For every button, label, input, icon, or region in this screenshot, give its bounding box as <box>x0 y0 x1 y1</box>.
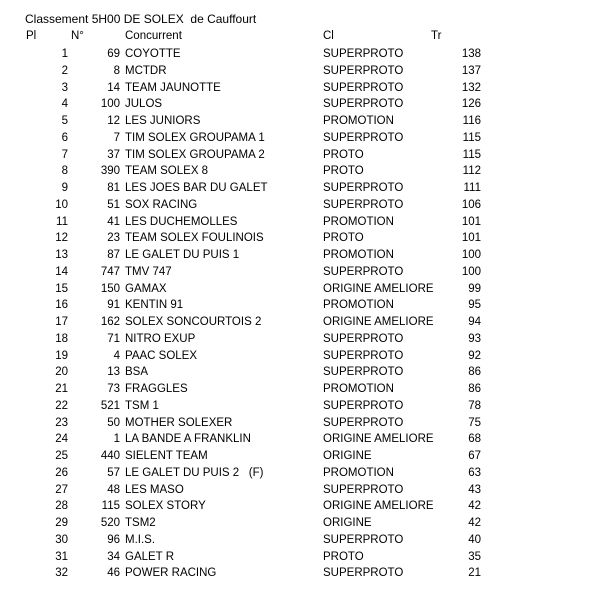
cell-position: 7 <box>61 148 68 161</box>
table-row <box>0 448 600 465</box>
cell-concurrent: MOTHER SOLEXER <box>125 416 233 429</box>
cell-number: 150 <box>100 282 120 295</box>
table-row <box>0 498 600 515</box>
cell-concurrent: PAAC SOLEX <box>125 349 198 362</box>
cell-position: 28 <box>55 500 68 513</box>
table-row <box>0 398 600 415</box>
cell-concurrent: JULOS <box>125 98 163 111</box>
table-row <box>0 515 600 532</box>
cell-class: PROMOTION <box>323 466 394 479</box>
cell-number: 48 <box>107 483 120 496</box>
table-row <box>0 264 600 281</box>
cell-position: 19 <box>55 349 68 362</box>
cell-position: 6 <box>61 131 68 144</box>
cell-class: SUPERPROTO <box>323 198 404 211</box>
cell-class: PROMOTION <box>323 115 394 127</box>
table-row <box>0 381 600 398</box>
cell-concurrent: SOX RACING <box>125 198 198 211</box>
results-table <box>0 46 600 582</box>
cell-concurrent: KENTIN 91 <box>125 299 184 312</box>
table-row <box>0 230 600 247</box>
cell-number: 12 <box>107 115 120 127</box>
cell-number: 41 <box>107 215 120 228</box>
table-row <box>0 130 600 147</box>
cell-class: SUPERPROTO <box>323 48 404 60</box>
cell-position: 25 <box>55 450 68 462</box>
cell-position: 20 <box>55 366 68 379</box>
cell-concurrent: LES MASO <box>125 483 184 496</box>
table-row <box>0 46 600 63</box>
header-class: Cl <box>323 30 334 42</box>
cell-concurrent: GAMAX <box>125 282 167 295</box>
cell-laps: 138 <box>461 48 481 60</box>
cell-concurrent: TMV 747 <box>125 265 172 278</box>
cell-laps: 92 <box>468 349 481 362</box>
cell-position: 21 <box>55 383 68 395</box>
cell-laps: 126 <box>461 98 481 111</box>
cell-laps: 93 <box>468 332 481 345</box>
cell-laps: 78 <box>468 399 481 412</box>
table-row <box>0 281 600 298</box>
cell-concurrent: TIM SOLEX GROUPAMA 1 <box>125 131 265 144</box>
cell-class: SUPERPROTO <box>323 332 404 345</box>
cell-number: 8 <box>113 64 120 77</box>
cell-laps: 86 <box>468 383 481 395</box>
cell-laps: 86 <box>468 366 481 379</box>
cell-laps: 111 <box>463 182 481 194</box>
cell-position: 29 <box>55 517 68 529</box>
cell-class: ORIGINE AMELIORE <box>323 500 434 513</box>
cell-position: 13 <box>55 249 68 261</box>
cell-class: SUPERPROTO <box>323 416 404 429</box>
cell-position: 15 <box>55 282 68 295</box>
cell-laps: 106 <box>461 198 481 211</box>
cell-laps: 100 <box>461 265 481 278</box>
cell-number: 23 <box>107 232 120 245</box>
table-row <box>0 415 600 432</box>
cell-position: 22 <box>55 399 68 412</box>
cell-position: 18 <box>55 332 68 345</box>
cell-number: 34 <box>107 550 120 563</box>
cell-concurrent: SOLEX SONCOURTOIS 2 <box>125 316 262 328</box>
cell-concurrent: LA BANDE A FRANKLIN <box>125 433 251 446</box>
cell-number: 96 <box>107 533 120 546</box>
cell-number: 162 <box>100 316 120 328</box>
cell-number: 14 <box>107 81 120 94</box>
header-pl: Pl <box>26 30 37 42</box>
table-row <box>0 549 600 566</box>
cell-position: 12 <box>55 232 68 245</box>
cell-number: 46 <box>107 567 120 580</box>
cell-class: ORIGINE AMELIORE <box>323 282 434 295</box>
table-row <box>0 532 600 549</box>
cell-position: 9 <box>61 182 68 194</box>
cell-position: 3 <box>61 81 68 94</box>
cell-position: 31 <box>55 550 68 563</box>
cell-concurrent: LES DUCHEMOLLES <box>125 215 238 228</box>
table-row <box>0 96 600 113</box>
cell-concurrent: FRAGGLES <box>125 383 188 395</box>
cell-concurrent: TEAM SOLEX FOULINOIS <box>125 232 264 245</box>
cell-concurrent: TSM2 <box>125 517 156 529</box>
cell-position: 14 <box>55 265 68 278</box>
cell-class: PROMOTION <box>323 215 394 228</box>
cell-concurrent: LE GALET DU PUIS 2 (F) <box>125 466 264 479</box>
cell-concurrent: LES JUNIORS <box>125 115 201 127</box>
cell-laps: 101 <box>461 232 481 245</box>
cell-laps: 112 <box>462 165 481 178</box>
cell-laps: 67 <box>468 450 481 462</box>
table-row <box>0 214 600 231</box>
table-row <box>0 147 600 164</box>
cell-position: 10 <box>55 198 68 211</box>
cell-number: 73 <box>107 383 120 395</box>
cell-laps: 35 <box>468 550 481 563</box>
cell-class: PROMOTION <box>323 383 394 395</box>
cell-concurrent: SIELENT TEAM <box>125 450 208 462</box>
cell-class: SUPERPROTO <box>323 131 404 144</box>
cell-number: 521 <box>100 399 120 412</box>
cell-number: 81 <box>107 182 120 194</box>
cell-concurrent: MCTDR <box>125 64 167 77</box>
cell-concurrent: SOLEX STORY <box>125 500 206 513</box>
cell-class: ORIGINE <box>323 450 372 462</box>
cell-number: 100 <box>100 98 120 111</box>
cell-laps: 94 <box>468 316 481 328</box>
header-number: N° <box>71 30 84 42</box>
cell-position: 17 <box>55 316 68 328</box>
cell-number: 1 <box>113 433 120 446</box>
table-row <box>0 482 600 499</box>
cell-laps: 100 <box>461 249 481 261</box>
cell-concurrent: TEAM SOLEX 8 <box>125 165 209 178</box>
cell-class: SUPERPROTO <box>323 533 404 546</box>
cell-class: SUPERPROTO <box>323 349 404 362</box>
cell-concurrent: POWER RACING <box>125 567 217 580</box>
cell-concurrent: TEAM JAUNOTTE <box>125 81 221 94</box>
cell-laps: 42 <box>468 517 481 529</box>
cell-laps: 43 <box>468 483 481 496</box>
cell-laps: 115 <box>462 131 481 144</box>
header-laps: Tr <box>431 30 442 42</box>
cell-number: 115 <box>101 500 120 513</box>
table-row <box>0 431 600 448</box>
table-row <box>0 348 600 365</box>
cell-concurrent: LE GALET DU PUIS 1 <box>125 249 240 261</box>
cell-laps: 132 <box>461 81 481 94</box>
cell-number: 390 <box>100 165 120 178</box>
cell-class: PROMOTION <box>323 249 394 261</box>
table-row <box>0 297 600 314</box>
cell-laps: 63 <box>468 466 481 479</box>
cell-class: PROTO <box>323 232 364 245</box>
cell-number: 50 <box>107 416 120 429</box>
cell-laps: 68 <box>468 433 481 446</box>
cell-class: SUPERPROTO <box>323 182 404 194</box>
cell-number: 87 <box>107 249 120 261</box>
table-row <box>0 465 600 482</box>
cell-position: 32 <box>55 567 68 580</box>
cell-laps: 95 <box>468 299 481 312</box>
cell-concurrent: TIM SOLEX GROUPAMA 2 <box>125 148 265 161</box>
cell-position: 5 <box>61 115 68 127</box>
cell-class: SUPERPROTO <box>323 98 404 111</box>
cell-position: 16 <box>55 299 68 312</box>
table-row <box>0 113 600 130</box>
cell-number: 4 <box>113 349 120 362</box>
table-row <box>0 180 600 197</box>
cell-number: 71 <box>107 332 120 345</box>
cell-number: 7 <box>113 131 120 144</box>
cell-class: PROTO <box>323 165 364 178</box>
cell-position: 4 <box>61 98 68 111</box>
cell-concurrent: M.I.S. <box>125 533 156 546</box>
cell-laps: 101 <box>461 215 481 228</box>
cell-class: SUPERPROTO <box>323 64 404 77</box>
cell-position: 23 <box>55 416 68 429</box>
cell-number: 69 <box>107 48 120 60</box>
table-row <box>0 331 600 348</box>
cell-concurrent: COYOTTE <box>125 48 181 60</box>
cell-concurrent: GALET R <box>125 550 174 563</box>
cell-class: SUPERPROTO <box>323 81 404 94</box>
cell-position: 24 <box>55 433 68 446</box>
cell-position: 1 <box>61 48 68 60</box>
page-title: Classement 5H00 DE SOLEX de Cauffourt <box>25 12 257 26</box>
cell-laps: 116 <box>462 115 481 127</box>
cell-class: SUPERPROTO <box>323 399 404 412</box>
cell-position: 27 <box>55 483 68 496</box>
table-row <box>0 163 600 180</box>
cell-class: SUPERPROTO <box>323 265 404 278</box>
cell-number: 747 <box>100 265 120 278</box>
cell-laps: 40 <box>468 533 481 546</box>
cell-concurrent: TSM 1 <box>125 399 159 412</box>
cell-number: 37 <box>107 148 120 161</box>
cell-number: 440 <box>100 450 120 462</box>
table-row <box>0 364 600 381</box>
cell-position: 8 <box>61 165 68 178</box>
table-row <box>0 565 600 582</box>
cell-number: 57 <box>107 466 120 479</box>
cell-laps: 75 <box>468 416 481 429</box>
cell-concurrent: BSA <box>125 366 149 379</box>
cell-position: 11 <box>56 215 68 228</box>
cell-number: 13 <box>107 366 120 379</box>
cell-class: PROTO <box>323 550 364 563</box>
table-row <box>0 247 600 264</box>
cell-laps: 99 <box>468 282 481 295</box>
cell-class: SUPERPROTO <box>323 483 404 496</box>
table-row <box>0 80 600 97</box>
cell-laps: 42 <box>468 500 481 513</box>
cell-position: 2 <box>61 64 68 77</box>
cell-number: 91 <box>107 299 120 312</box>
cell-number: 520 <box>100 517 120 529</box>
cell-position: 30 <box>55 533 68 546</box>
table-row <box>0 314 600 331</box>
header-concurrent: Concurrent <box>125 30 182 42</box>
cell-position: 26 <box>55 466 68 479</box>
cell-class: PROMOTION <box>323 299 394 312</box>
cell-laps: 115 <box>462 148 481 161</box>
cell-laps: 21 <box>468 567 481 580</box>
cell-concurrent: LES JOES BAR DU GALET <box>125 182 268 194</box>
cell-concurrent: NITRO EXUP <box>125 332 196 345</box>
cell-class: SUPERPROTO <box>323 366 404 379</box>
cell-class: ORIGINE AMELIORE <box>323 433 434 446</box>
table-row <box>0 63 600 80</box>
cell-number: 51 <box>107 198 120 211</box>
cell-class: SUPERPROTO <box>323 567 404 580</box>
cell-class: ORIGINE <box>323 517 372 529</box>
cell-laps: 137 <box>461 64 481 77</box>
cell-class: PROTO <box>323 148 364 161</box>
table-row <box>0 197 600 214</box>
cell-class: ORIGINE AMELIORE <box>323 316 434 328</box>
